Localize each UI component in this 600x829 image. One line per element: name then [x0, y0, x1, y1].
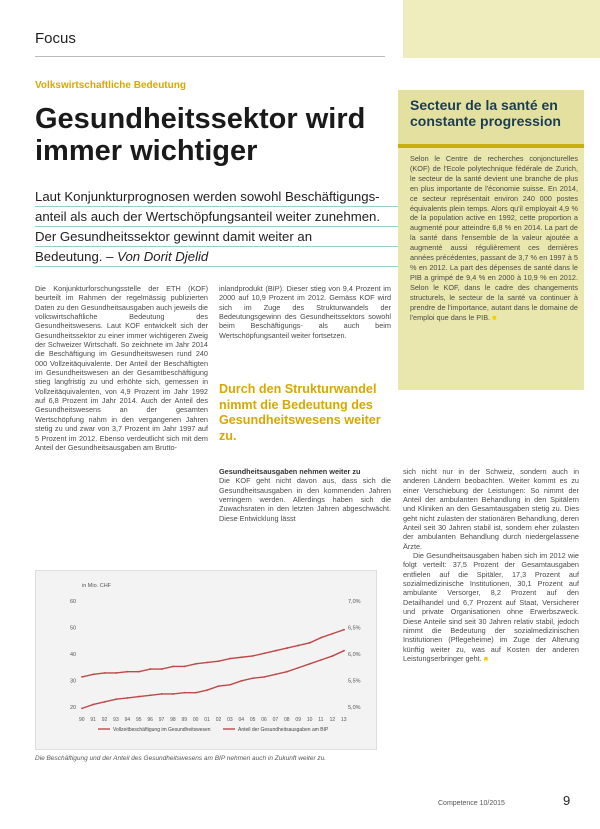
x-tick-label: 02 — [215, 717, 222, 723]
x-tick-label: 03 — [227, 717, 233, 723]
data-point — [263, 676, 265, 678]
body-paragraph: Die KOF geht nicht davon aus, dass sich die Gesundheitsausgaben in den kommenden Jahren verringern werden. Allerdings haben sich die Zuwachsraten in den letzten Jahren abgeschwächt. Diese Entwicklung lässt — [219, 476, 391, 523]
y-tick-label: 50 — [70, 625, 77, 632]
x-tick-label: 12 — [329, 717, 336, 723]
article-lead — [35, 187, 405, 267]
body-paragraph: inlandprodukt (BIP). Dieser stieg von 9,4 Prozent im 2000 auf 10,9 Prozent im 2012. Gemäss KOF wird sich im Zuge des Strukturwandels der Bedeutungsgewinn des Gesundheitssektors sowohl beim Beschäftigungs- als auch beim Wertschöpfungsanteil weiter fortsetzen. — [219, 284, 391, 340]
sidebar-text: Selon le Centre de recherches conjoncturelles (KOF) de l'Ecole polytechnique fédérale de Zurich, le secteur de la santé devient une branche de plus en plus importante de l'économie suisse. En 2014, ce secteur représentait environ 240 000 postes équivalents plein temps. Alors qu'il employait 4,9 % de la population active en 1992, cette proportion a augmenté pour atteindre 6,8 % en 2014. La part de la santé dans l'ensemble de la valeur ajoutée a augmenté aussi régulièrement ces dernières années précédentes, passant de 3,7 % en 1997 à 5 % en 2012. La part des dépenses de santé dans le PIB a grimpé de 9,4 % en 2000 à 10,9 % en 2012. Selon le KOF, dans le cadre des changements structurels, le secteur de la santé va continuer à prendre de l'importance, autant dans le domaine de l'emploi que dans le PIB. — [410, 154, 578, 322]
author: Von Dorit Djelid — [117, 249, 209, 264]
data-point — [184, 666, 186, 668]
x-tick-label: 00 — [192, 717, 199, 723]
lead-text: Bedeutung. – — [35, 249, 118, 264]
data-point — [127, 697, 129, 699]
data-point — [149, 668, 151, 670]
article-title: Gesundheitssektor wird immer wichtiger — [35, 103, 366, 167]
data-point — [298, 667, 300, 669]
x-tick-label: 97 — [158, 717, 165, 723]
data-point — [92, 704, 94, 706]
data-point — [184, 692, 186, 694]
x-tick-label: 08 — [284, 717, 290, 723]
data-point — [161, 668, 163, 670]
y-tick-label: 40 — [70, 652, 77, 658]
x-tick-label: 06 — [261, 717, 267, 723]
data-point — [218, 685, 220, 687]
y-axis-label: in Mio. CHF — [82, 583, 112, 589]
data-point — [252, 655, 254, 657]
data-point — [275, 650, 277, 652]
data-point — [104, 672, 106, 674]
data-point — [343, 650, 345, 652]
lead-line-last — [35, 247, 405, 267]
data-point — [320, 637, 322, 639]
x-tick-label: 09 — [295, 717, 301, 723]
series-line — [82, 651, 344, 709]
x-tick-label: 04 — [238, 717, 245, 723]
pull-quote: Durch den Strukturwandel nimmt die Bedeutung des Gesundheitswesens weiter zu. — [219, 382, 381, 443]
end-mark-icon: ■ — [483, 653, 489, 663]
x-tick-label: 10 — [306, 717, 313, 723]
chart — [35, 570, 377, 750]
data-point — [81, 676, 83, 678]
column-2-lower — [219, 467, 391, 523]
chart-svg — [36, 571, 376, 749]
data-point — [115, 672, 117, 674]
lead-line: Laut Konjunkturprognosen werden sowohl Beschäftigungs- — [35, 187, 405, 207]
y-right-tick-label: 6,5% — [348, 625, 361, 632]
body-paragraph — [403, 551, 579, 663]
data-point — [115, 698, 117, 700]
data-point — [241, 656, 243, 658]
y-tick-label: 30 — [70, 678, 77, 685]
x-tick-label: 13 — [341, 717, 347, 723]
series-line — [82, 630, 344, 677]
x-tick-label: 96 — [147, 717, 153, 723]
article-kicker: Volkswirtschaftliche Bedeutung — [35, 80, 186, 91]
y-right-tick-label: 5,0% — [348, 705, 361, 711]
magazine-footer: Competence 10/2015 — [438, 800, 505, 807]
x-tick-label: 98 — [170, 717, 176, 723]
data-point — [343, 629, 345, 631]
x-tick-label: 05 — [249, 717, 256, 723]
y-tick-label: 60 — [70, 599, 77, 605]
data-point — [206, 662, 208, 664]
data-point — [286, 671, 288, 673]
x-tick-label: 94 — [124, 717, 131, 723]
data-point — [229, 658, 231, 660]
y-right-tick-label: 6,0% — [348, 652, 361, 658]
data-point — [309, 663, 311, 665]
legend-label: Vollzeitbeschäftigung im Gesundheitswesen — [113, 727, 211, 733]
body-text: Die Gesundheitsausgaben haben sich im 2012 wie folgt verteilt: 37,5 Prozent der Gesamtausgaben entfielen auf die Spitäler, 17,3 Prozent auf sozialmedizinische Institutionen, 30,1 Prozent auf ambulante Versorger, 8,2 Prozent auf den Detailhandel und 6,7 Prozent auf Staat, Versicherer und private Organisationen ohne Erwerbszweck. Diese Anteile sind seit 30 Jahren relativ stabil, jedoch nimmt die Bedeutung der sozialmedizinischen Institutionen (Pflegeheime) im Zuge der Alterung künftig weiter zu, was auf Kosten der anderen Leistungserbringer geht. — [403, 551, 579, 663]
x-tick-label: 07 — [272, 717, 279, 723]
data-point — [252, 677, 254, 679]
body-paragraph: sich nicht nur in der Schweiz, sondern auch in anderen Ländern beobachten. Weiter kommt es zu einer Verschiebung der Leistungen: So nimmt der Anteil der ambulanten Behandlung in den Spitälern und Kliniken an den Gesamtausgaben stetig zu. Dies geht nicht zulasten der stationären Behandlung, deren Anteil seit 30 Jahren stabil ist, sondern eher zulasten der ambulanten Behandlung durch niedergelassene Ärzte. — [403, 467, 579, 551]
data-point — [195, 663, 197, 665]
subheading: Gesundheitsausgaben nehmen weiter zu — [219, 467, 361, 476]
data-point — [149, 694, 151, 696]
x-tick-label: 93 — [113, 717, 119, 723]
data-point — [332, 655, 334, 657]
data-point — [81, 707, 83, 709]
lead-line: Der Gesundheitssektor gewinnt damit weiter an — [35, 227, 405, 247]
y-tick-label: 20 — [70, 705, 77, 711]
y-right-tick-label: 5,5% — [348, 678, 361, 685]
header-rule — [35, 56, 385, 57]
chart-caption: Die Beschäftigung und der Anteil des Gesundheitswesens am BIP nehmen auch in Zukunft weiter zu. — [35, 755, 327, 762]
data-point — [92, 673, 94, 675]
data-point — [195, 692, 197, 694]
body-paragraph: Die Konjunkturforschungsstelle der ETH (KOF) beurteilt im Rahmen der regelmässig publizierten Daten zu den Gesundheitsausgaben auch jeweils die volkswirtschaftliche Bedeutung des Gesundheitswesens. Laut KOF entwickelt sich der Gesundheitssektor zu einer immer wichtigeren Zweig der Schweizer Wirtschaft. So zeichnete im Jahr 2014 die Beschäftigung im Gesundheitswesen rund 240 000 Vollzeitäquivalente. Der Anteil der Beschäftigten im Gesundheitswesen an der Gesamtbeschäftigung stieg langfristig zu und erhöhte sich, gemessen in Vollzeitäquivalenten, von 4,9 Prozent im Jahr 1992 auf 6,8 Prozent im Jahr 2014. Auch der Anteil des Gesundheitswesens an der gesamten Wertschöpfung nahm in den vergangenen Jahren stetig zu und zwar von 3,7 Prozent im Jahr 1997 auf 5 Prozent im 2012. Ebenso verdeutlicht sich mit dem Anteil der Gesundheitsausgaben am Brutto- — [35, 284, 208, 452]
x-tick-label: 95 — [135, 717, 142, 723]
section-label: Focus — [35, 30, 76, 47]
column-3 — [403, 467, 579, 663]
data-point — [172, 693, 174, 695]
x-tick-label: 92 — [101, 717, 108, 723]
x-tick-label: 99 — [181, 717, 188, 723]
data-point — [275, 673, 277, 675]
column-1 — [35, 284, 208, 452]
data-point — [218, 660, 220, 662]
column-2 — [219, 284, 391, 340]
x-tick-label: 01 — [204, 717, 210, 723]
lead-line: anteil als auch der Wertschöpfungsanteil weiter zunehmen. — [35, 207, 405, 227]
data-point — [138, 696, 140, 698]
data-point — [138, 671, 140, 673]
sidebar-title: Secteur de la santé en constante progression — [410, 97, 561, 129]
x-tick-label: 11 — [318, 717, 324, 723]
page-number: 9 — [563, 793, 571, 808]
x-tick-label: 91 — [90, 717, 96, 723]
legend-label: Anteil der Gesundheitsausgaben am BIP — [238, 727, 329, 733]
data-point — [206, 689, 208, 691]
data-point — [172, 666, 174, 668]
data-point — [286, 647, 288, 649]
data-point — [309, 642, 311, 644]
data-point — [127, 671, 129, 673]
data-point — [241, 680, 243, 682]
corner-decoration — [403, 0, 600, 58]
data-point — [332, 633, 334, 635]
data-point — [104, 701, 106, 703]
sidebar-body — [410, 154, 578, 322]
data-point — [229, 684, 231, 686]
data-point — [161, 693, 163, 695]
x-tick-label: 90 — [79, 717, 85, 723]
end-mark-icon: ■ — [492, 312, 497, 322]
data-point — [298, 645, 300, 647]
data-point — [263, 652, 265, 654]
data-point — [320, 659, 322, 661]
y-right-tick-label: 7,0% — [348, 599, 361, 605]
